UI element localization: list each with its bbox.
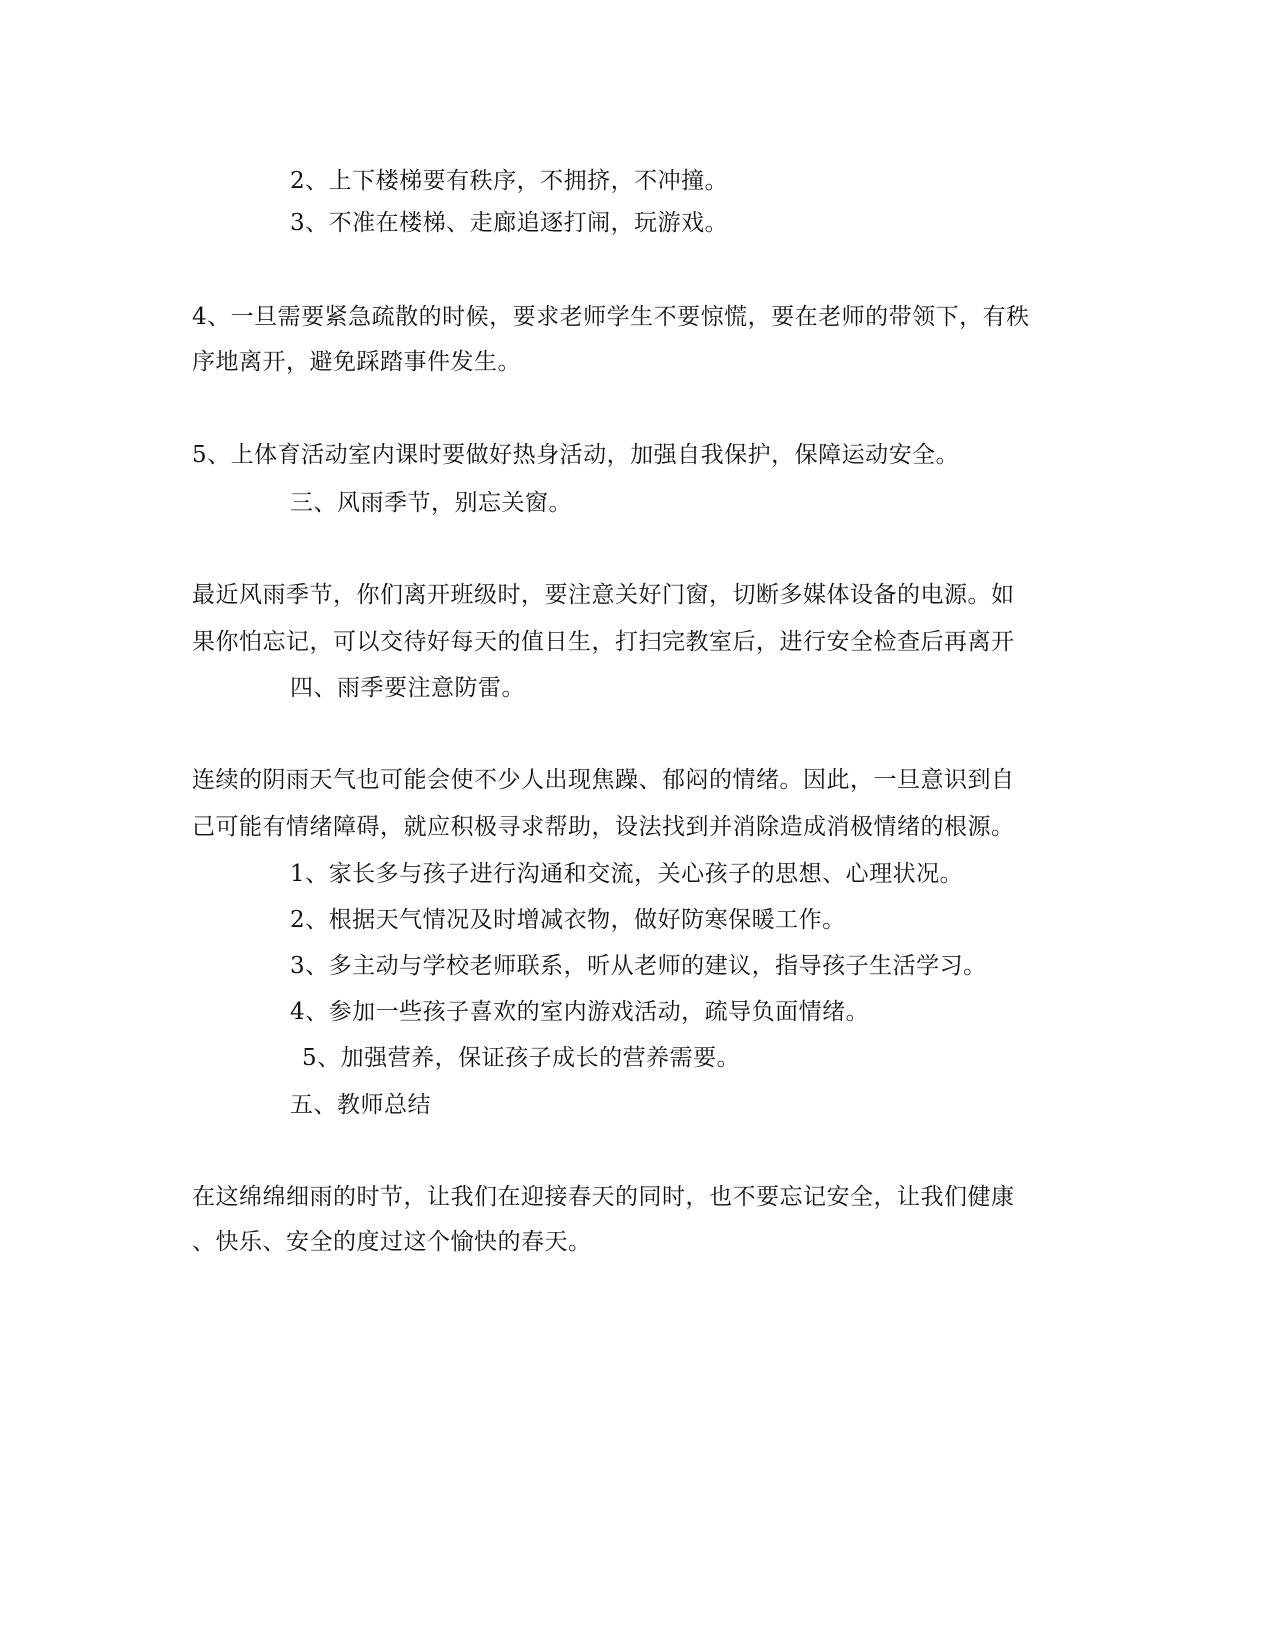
section-heading-close-windows: 三、风雨季节，别忘关窗。 <box>290 490 572 516</box>
paragraph-windows-line-1: 最近风雨季节，你们离开班级时，要注意关好门窗，切断多媒体设备的电源。如 <box>192 582 1015 608</box>
paragraph-conclusion-line-2: 、快乐、安全的度过这个愉快的春天。 <box>192 1229 592 1255</box>
list-item-contact-teacher: 3、多主动与学校老师联系，听从老师的建议，指导孩子生活学习。 <box>290 953 987 979</box>
list-item-indoor-games: 4、参加一些孩子喜欢的室内游戏活动，疏导负面情绪。 <box>290 999 870 1025</box>
paragraph-pe-class: 5、上体育活动室内课时要做好热身活动，加强自我保护，保障运动安全。 <box>192 442 960 468</box>
section-heading-summary: 五、教师总结 <box>290 1092 431 1118</box>
list-item-nutrition: 5、加强营养，保证孩子成长的营养需要。 <box>302 1045 741 1071</box>
list-item-clothing: 2、根据天气情况及时增减衣物，做好防寒保暖工作。 <box>290 907 846 933</box>
paragraph-mood-line-1: 连续的阴雨天气也可能会使不少人出现焦躁、郁闷的情绪。因此，一旦意识到自 <box>192 767 1015 793</box>
list-item-communication: 1、家长多与孩子进行沟通和交流，关心孩子的思想、心理状况。 <box>290 861 964 887</box>
paragraph-conclusion-line-1: 在这绵绵细雨的时节，让我们在迎接春天的同时，也不要忘记安全，让我们健康 <box>192 1184 1015 1210</box>
paragraph-windows-line-2: 果你怕忘记，可以交待好每天的值日生，打扫完教室后，进行安全检查后再离开 <box>192 629 1015 655</box>
paragraph-evacuation-line-1: 4、一旦需要紧急疏散的时候，要求老师学生不要惊慌，要在老师的带领下，有秩 <box>192 304 1030 330</box>
list-item-no-chasing: 3、不准在楼梯、走廊追逐打闹，玩游戏。 <box>290 210 729 236</box>
paragraph-evacuation-line-2: 序地离开，避免踩踏事件发生。 <box>192 349 521 375</box>
list-item-stairs-order: 2、上下楼梯要有秩序，不拥挤，不冲撞。 <box>290 168 729 194</box>
section-heading-lightning: 四、雨季要注意防雷。 <box>290 675 525 701</box>
paragraph-mood-line-2: 己可能有情绪障碍，就应积极寻求帮助，设法找到并消除造成消极情绪的根源。 <box>192 814 1015 840</box>
